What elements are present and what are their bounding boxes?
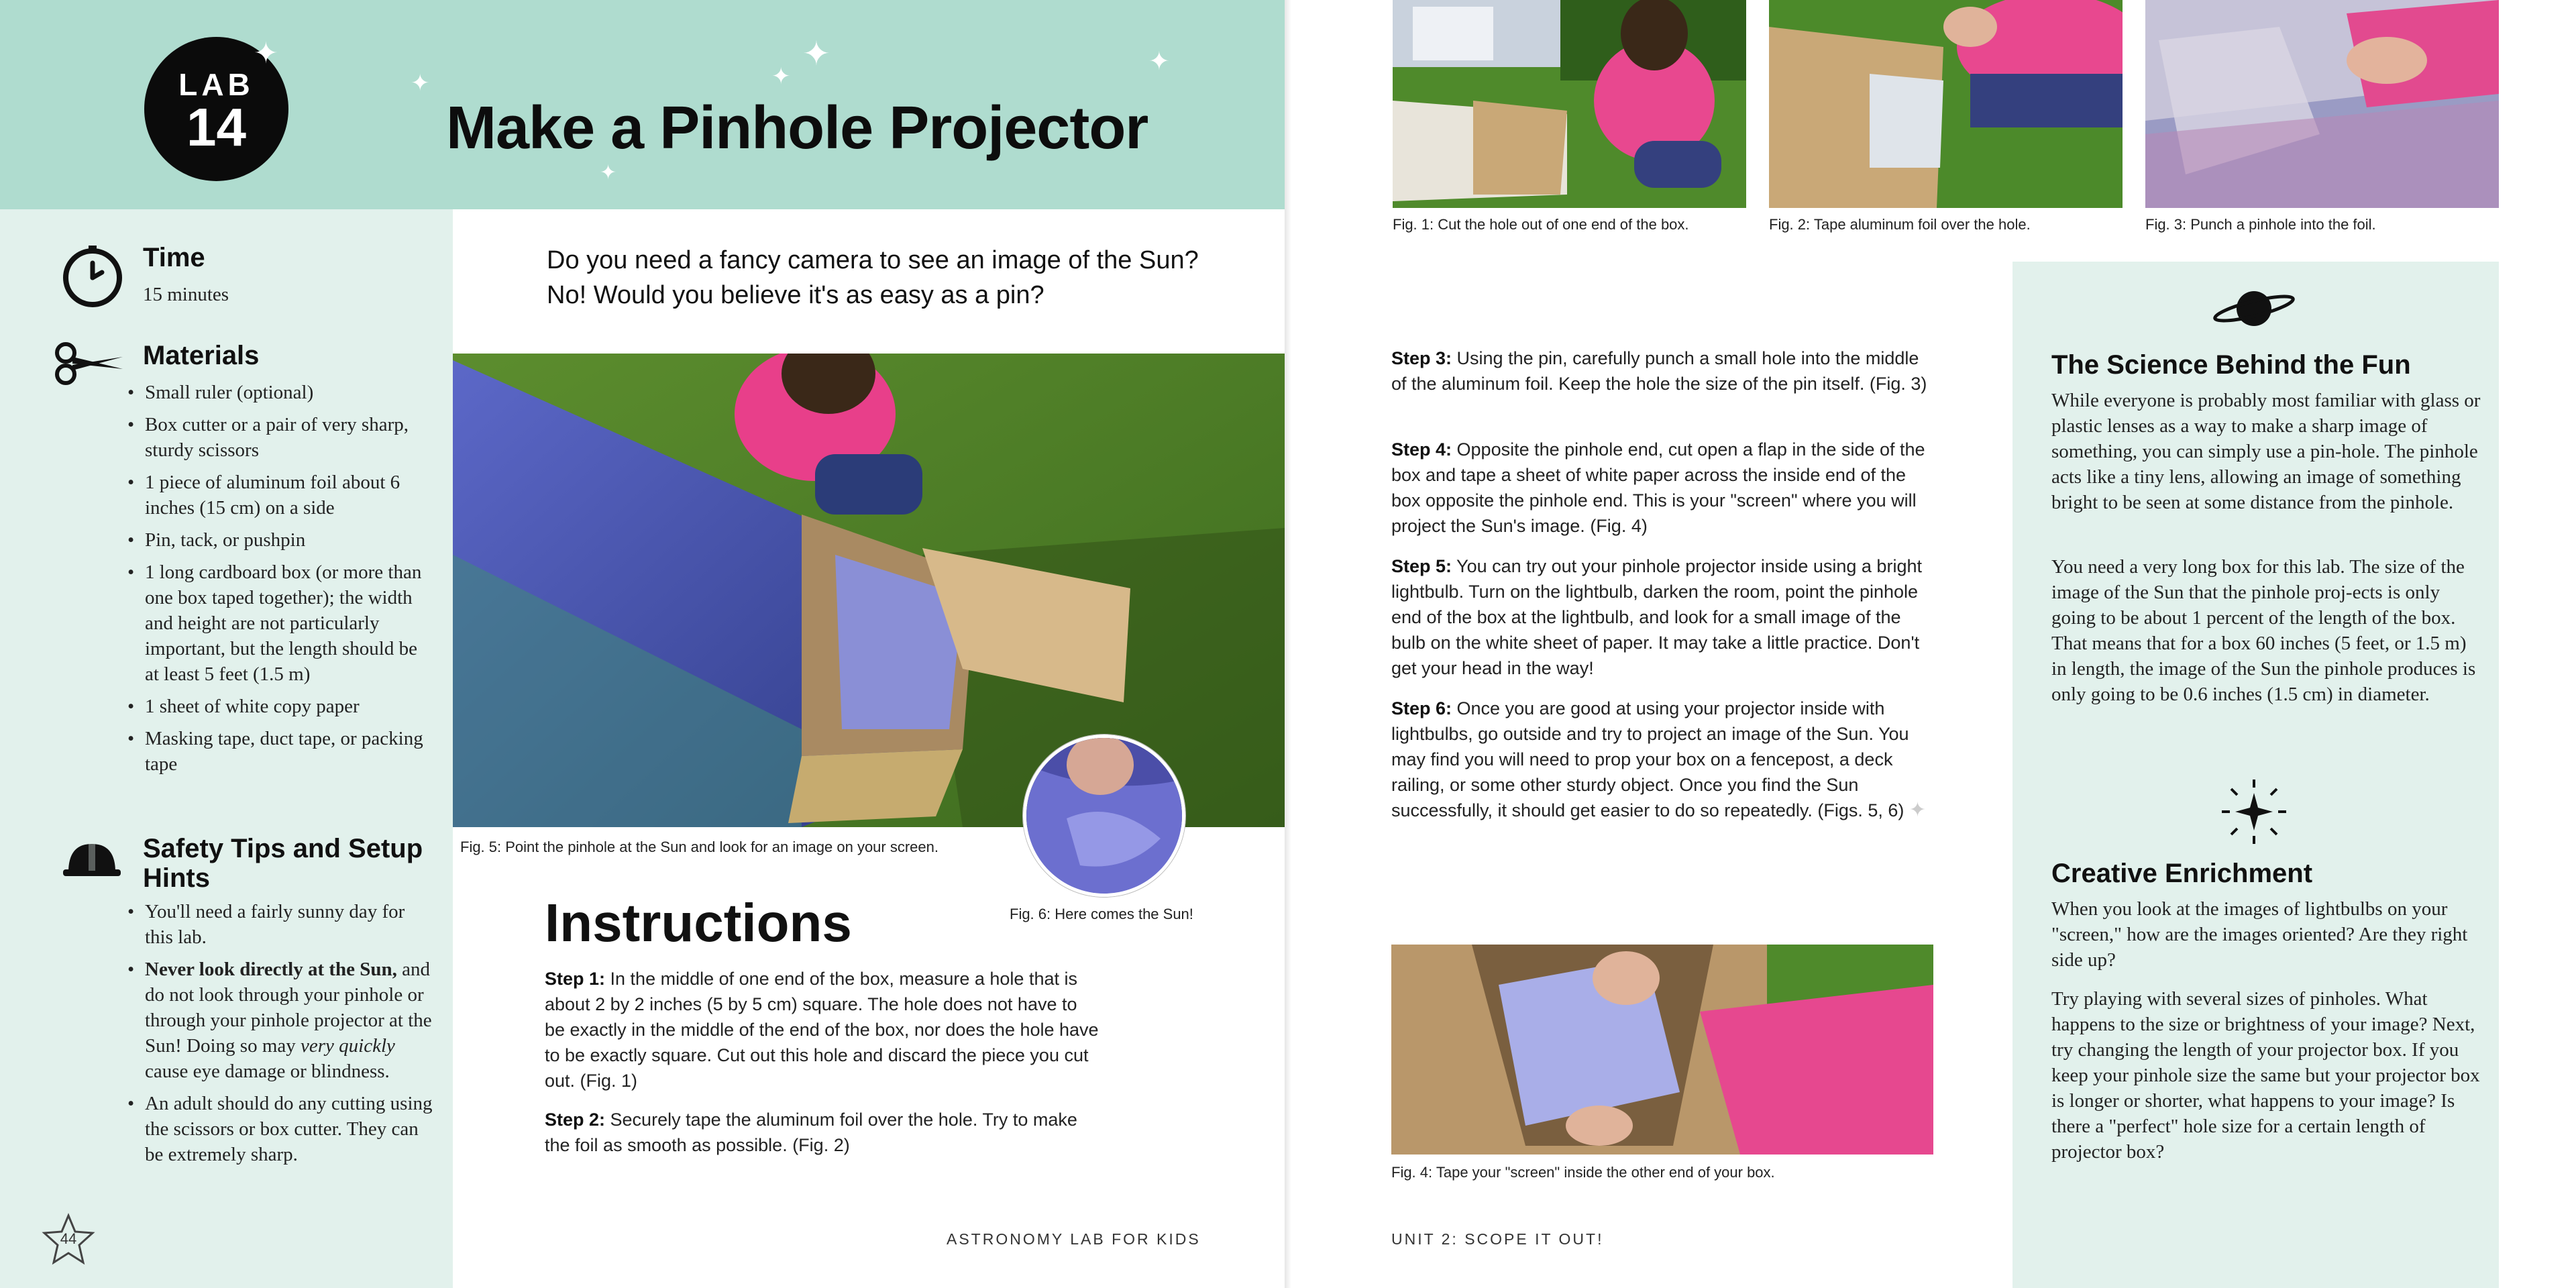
list-item: • An adult should do any cutting using the scissors or box cutter. They can be extremely sharp. (126, 1091, 435, 1167)
fig6-photo (1023, 735, 1185, 897)
fig2-caption: Fig. 2: Tape aluminum foil over the hole. (1769, 216, 2031, 233)
fig3-photo (2145, 0, 2499, 208)
sparkle-icon: ✦ (802, 35, 830, 72)
science-heading: The Science Behind the Fun (2051, 350, 2411, 380)
running-head-right: UNIT 2: SCOPE IT OUT! (1391, 1230, 1604, 1248)
instructions-title: Instructions (545, 893, 852, 953)
enrichment-heading: Creative Enrichment (2051, 859, 2313, 888)
fig4-photo (1391, 945, 1933, 1155)
fig3-caption: Fig. 3: Punch a pinhole into the foil. (2145, 216, 2376, 233)
step-label: Step 4: (1391, 439, 1452, 460)
fig1-caption: Fig. 1: Cut the hole out of one end of the box. (1393, 216, 1689, 233)
list-item-text: cause eye damage or blindness. (145, 1061, 390, 1082)
science-paragraph-2: You need a very long box for this lab. The size of the image of the Sun that the pinhole proj-ects is only going to be about 1 percent of the length of the box. That means that for a box 60 inches (5 feet, or 1.5 m) in length, the image of the Sun the pinhole produces is only going to be 0.6 inches (1.5 cm) in diameter. (2051, 556, 2476, 705)
page-number: 44 (60, 1230, 77, 1247)
list-item-text: and do not look through your pinhole or through your pinhole projector at the Sun! Doing so may (145, 959, 432, 1057)
enrichment-paragraph-1: When you look at the images of lightbulbs on your "screen," how are the images oriented? Are they right side up? (2051, 898, 2468, 971)
safety-list (126, 899, 435, 1174)
sparkle-icon: ✦ (254, 37, 278, 70)
step-3 (1391, 345, 1935, 396)
fig6-caption: Fig. 6: Here comes the Sun! (1010, 906, 1193, 922)
fig4-caption: Fig. 4: Tape your "screen" inside the other end of your box. (1391, 1164, 1775, 1181)
planet-icon (2210, 282, 2298, 335)
page-title: Make a Pinhole Projector (446, 95, 1148, 162)
list-item: • You'll need a fairly sunny day for this lab. (126, 899, 435, 950)
scissors-icon (52, 339, 126, 386)
step-label: Step 6: (1391, 698, 1452, 718)
lab-number: 14 (186, 97, 246, 157)
materials-heading: Materials (143, 341, 260, 370)
sparkle-icon: ✦ (771, 64, 791, 89)
sparkle-icon: ✦ (1909, 799, 1927, 821)
list-item: • 1 sheet of white copy paper (126, 694, 428, 719)
list-item: • Box cutter or a pair of very sharp, sturdy scissors (126, 412, 428, 463)
sparkle-icon: ✦ (411, 70, 430, 96)
book-spine (1285, 0, 1291, 1288)
clock-icon (59, 243, 126, 310)
step-4 (1391, 437, 1935, 539)
warning-text: Never look directly at the Sun, (145, 959, 397, 980)
list-item: • Small ruler (optional) (126, 380, 428, 405)
step-1 (545, 966, 1102, 1093)
list-item: • Pin, tack, or pushpin (126, 527, 428, 553)
intro-text: Do you need a fancy camera to see an image of the Sun? No! Would you believe it's as easy as a pin? (547, 246, 1199, 309)
running-head-left: ASTRONOMY LAB FOR KIDS (947, 1230, 1201, 1248)
step-6 (1391, 696, 1935, 823)
step-text: Using the pin, carefully punch a small hole into the middle of the aluminum foil. Keep the hole the size of the pin itself. (Fig. 3) (1391, 348, 1927, 394)
list-item: • 1 long cardboard box (or more than one box taped together); the width and height are not particularly important, but the length should be at least 5 feet (1.5 m) (126, 559, 428, 687)
sparkle-icon: ✦ (1148, 48, 1170, 76)
safety-heading: Safety Tips and Setup Hints (143, 834, 423, 893)
emphasis-text: very quickly (301, 1035, 395, 1057)
fig2-photo (1769, 0, 2123, 208)
list-item (126, 957, 435, 1084)
step-label: Step 5: (1391, 556, 1452, 576)
fig1-photo (1393, 0, 1746, 208)
step-text: You can try out your pinhole projector inside using a bright lightbulb. Turn on the lightbulb, darken the room, point the pinhole end of the box at the lightbulb, and look for a small image of the bulb on the white sheet of paper. It may take a little practice. Don't get your head in the way! (1391, 556, 1922, 678)
fig5-caption: Fig. 5: Point the pinhole at the Sun and look for an image on your screen. (460, 839, 939, 855)
time-heading: Time (143, 243, 205, 272)
materials-list (126, 380, 428, 784)
science-paragraph-1: While everyone is probably most familiar with glass or plastic lenses as a way to make a sharp image of something, you can simply use a pin-hole. The pinhole acts like a tiny lens, allowing an image of something bright to be seen at some distance from the pinhole. (2051, 390, 2481, 513)
step-label: Step 3: (1391, 348, 1452, 368)
step-text: In the middle of one end of the box, measure a hole that is about 2 by 2 inches (5 by 5 cm) square. The hole does not have to be exactly in the middle of the end of the box, nor does the hole have to be exactly square. Cut out this hole and discard the piece you cut out. (Fig. 1) (545, 969, 1099, 1091)
sparkle-icon (2220, 778, 2288, 845)
step-label: Step 2: (545, 1110, 606, 1130)
step-text: Once you are good at using your projector inside with lightbulbs, go outside and try to project an image of the Sun. You may find you will need to prop your box on a fencepost, a deck railing, or some other sturdy object. Once you find the Sun successfully, it should get easier to do so repeatedly. (Figs. 5, 6) (1391, 698, 1909, 820)
time-value: 15 minutes (143, 284, 229, 305)
step-label: Step 1: (545, 969, 606, 989)
hard-hat-icon (62, 839, 122, 880)
step-text: Securely tape the aluminum foil over the hole. Try to make the foil as smooth as possible. (Fig. 2) (545, 1110, 1077, 1155)
list-item: • Masking tape, duct tape, or packing tape (126, 726, 428, 777)
step-2 (545, 1107, 1102, 1158)
lab-label: LAB (178, 67, 254, 102)
step-text: Opposite the pinhole end, cut open a flap in the side of the box and tape a sheet of white paper across the inside end of the box opposite the pinhole end. This is your "screen" where you will project the Sun's image. (Fig. 4) (1391, 439, 1925, 536)
list-item: • 1 piece of aluminum foil about 6 inches (15 cm) on a side (126, 470, 428, 521)
sparkle-icon: ✦ (600, 162, 617, 184)
step-5 (1391, 553, 1935, 681)
enrichment-paragraph-2: Try playing with several sizes of pinholes. What happens to the size or brightness of your image? Next, try changing the length of your projector box. If you keep your pinhole size the same but your projector box is longer or shorter, what happens to your image? Is there a "perfect" hole size for a certain length of projector box? (2051, 988, 2480, 1163)
